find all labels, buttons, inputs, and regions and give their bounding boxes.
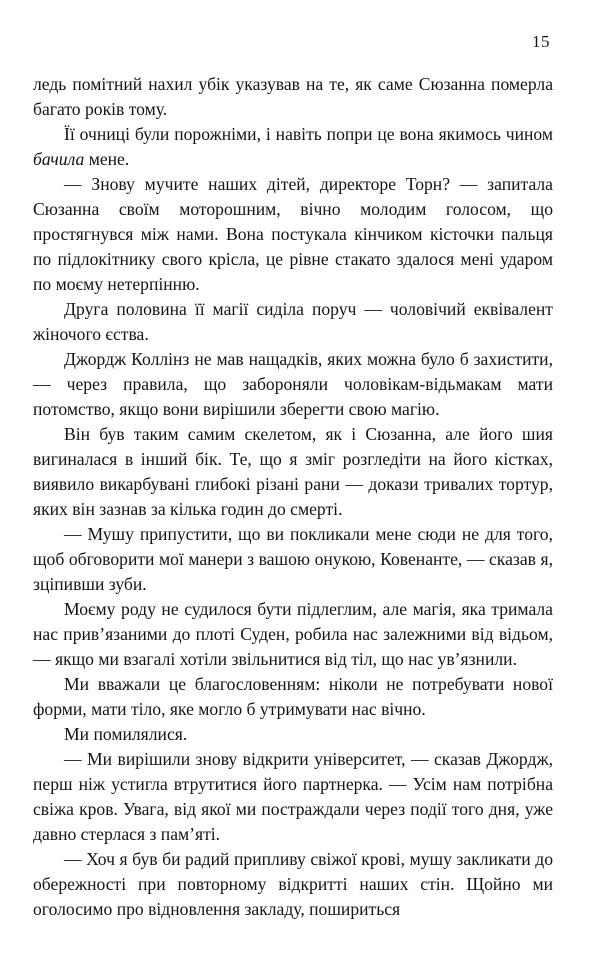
paragraph-2: Її очниці були порожніми, і навіть попри це вона якимось чином бачила мене. — [33, 124, 553, 169]
paragraph-6: Він був таким самим скелетом, як і Сюзанна, але його шия вигиналася в інший бік. Те, що я зміг розгледіти на його кістках, виявило викарбувані глибокі різані рани — докази тривалих тортур, яких він зазнав за кілька годин до смерті. — [33, 424, 553, 519]
emphasis-word: бачила — [33, 149, 85, 169]
paragraph-9: Ми вважали це благословенням: ніколи не потребувати нової форми, мати тіло, яке могло б утримувати нас вічно. — [33, 674, 553, 719]
paragraph-10: Ми помилялися. — [64, 724, 188, 744]
paragraph-8: Моєму роду не судилося бути підлеглим, але магія, яка тримала нас прив’язаними до плоті Суден, робила нас залежними від відьом, — якщо ми взагалі хотіли звільнитися від тіл, що нас ув’язнили. — [33, 599, 553, 669]
paragraph-12: — Хоч я був би радий припливу свіжої крові, мушу закликати до обережності при повторному відкритті наших стін. Щойно ми оголосимо про відновлення закладу, пошириться — [33, 849, 553, 919]
body-text — [33, 72, 553, 922]
paragraph-7: — Мушу припустити, що ви покликали мене сюди не для того, щоб обговорити мої манери з вашою онукою, Ковенанте, — сказав я, зціпивши зуби. — [33, 524, 553, 594]
paragraph-5: Джордж Коллінз не мав нащадків, яких можна було б захистити, — через правила, що забороняли чоловікам-відьмакам мати потомство, якщо вони вирішили зберегти свою магію. — [33, 349, 553, 419]
paragraph-11: — Ми вирішили знову відкрити університет, — сказав Джордж, перш ніж устигла втрутитися його партнерка. — Усім нам потрібна свіжа кров. Увага, від якої ми постраждали через події того дня, уже давно стерлася з пам’яті. — [33, 749, 553, 844]
paragraph-4: Друга половина її магії сиділа поруч — чоловічий еквівалент жіночого єства. — [33, 299, 553, 344]
paragraph-3: — Знову мучите наших дітей, директоре Торн? — запитала Сюзанна своїм моторошним, вічно молодим голосом, що простягнувся між нами. Вона постукала кінчиком кісточки пальця по підлокітнику свого крісла, це рівне стакато здалося мені ударом по моєму нетерпінню. — [33, 174, 553, 294]
page-number: 15 — [532, 32, 550, 51]
paragraph-1: ледь помітний нахил убік указував на те, як саме Сюзанна померла багато років тому. — [33, 74, 553, 119]
